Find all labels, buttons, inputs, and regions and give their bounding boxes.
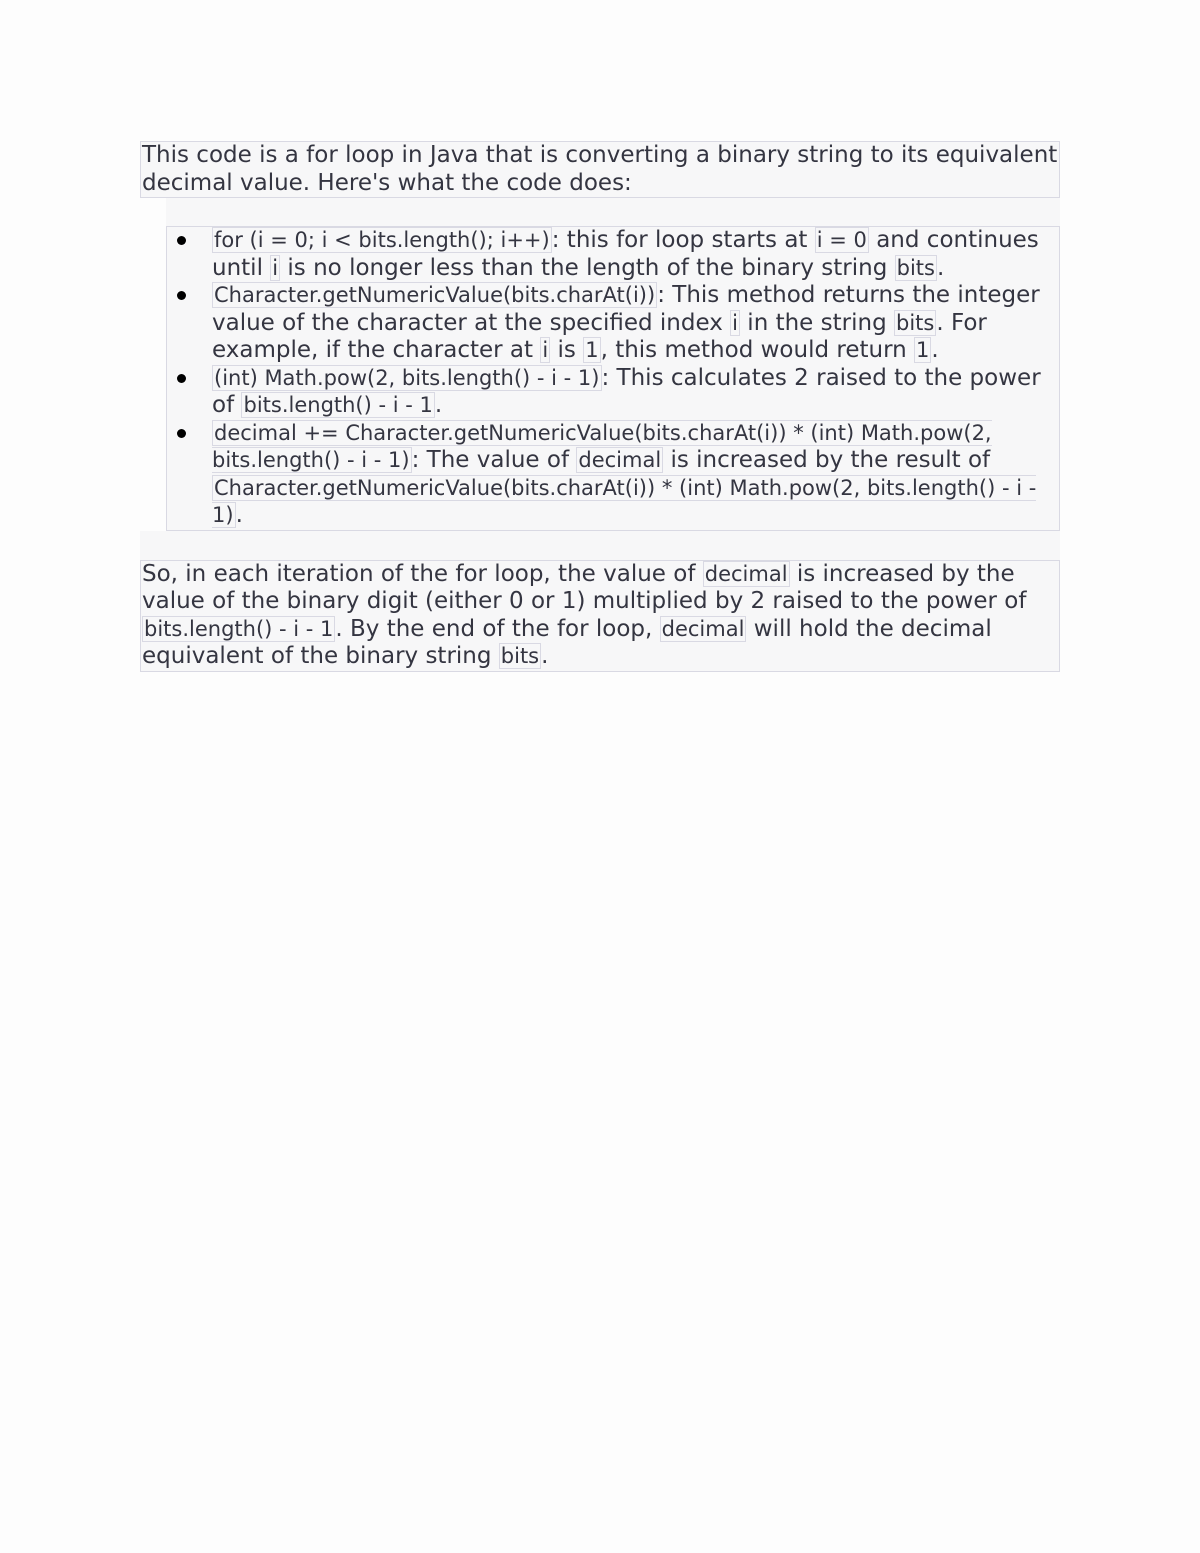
document — [140, 141, 1060, 672]
inline-code: bits — [500, 644, 540, 668]
bullet-list — [166, 226, 1060, 531]
inline-code: Character.getNumericValue(bits.charAt(i)) — [214, 283, 656, 307]
inline-code: 1 — [916, 338, 930, 362]
inline-code: decimal — [578, 448, 662, 472]
inline-code: Character.getNumericValue(bits.charAt(i)) * (int) Math.pow(2, bits.length() - i - 1) — [212, 475, 1037, 527]
list-item — [212, 282, 1059, 365]
list-item — [212, 227, 1059, 282]
text-run: : The value of — [411, 447, 577, 473]
inline-code: i — [272, 255, 279, 280]
inline-code: decimal — [661, 616, 745, 641]
text-run: . — [235, 502, 243, 528]
text-run: in the string — [740, 309, 894, 336]
text-run: , this method would return — [600, 337, 915, 363]
text-run: . — [541, 643, 549, 669]
text-run: . — [434, 392, 443, 418]
text-run: is no longer less than the length of the binary string — [280, 254, 895, 281]
list-item — [212, 365, 1059, 420]
inline-code: bits — [895, 310, 935, 335]
inline-code: for (i = 0; i < bits.length(); i++) — [214, 228, 550, 252]
text-run: will hold the decimal equivalent of the binary string — [142, 615, 992, 669]
spacer — [166, 198, 1060, 226]
inline-code: i = 0 — [816, 228, 867, 252]
inline-code: 1 — [585, 338, 599, 362]
intro-paragraph: This code is a for loop in Java that is converting a binary string to its equivalent decimal value. Here's what the code does: — [140, 141, 1060, 198]
text-run: is — [550, 337, 584, 363]
inline-code: i — [542, 338, 549, 362]
bullet-dot-icon — [177, 374, 186, 383]
inline-code: decimal — [704, 561, 788, 586]
text-run: is increased by the result of — [663, 447, 991, 473]
text-run: : This calculates 2 raised to the power of — [212, 364, 1041, 418]
inline-code: bits — [896, 255, 935, 280]
summary-paragraph — [140, 560, 1060, 672]
text-run: So, in each iteration of the for loop, the value of — [142, 560, 703, 587]
bullet-dot-icon — [177, 429, 186, 438]
inline-code: decimal += Character.getNumericValue(bits.charAt(i)) * (int) Math.pow(2, bits.length() - i - 1) — [212, 420, 992, 472]
text-run: . — [936, 254, 945, 281]
text-run: . By the end of the for loop, — [335, 615, 660, 642]
inline-code: i — [732, 310, 738, 335]
text-run: . — [931, 337, 939, 363]
spacer — [140, 531, 1060, 560]
bullet-dot-icon — [177, 291, 186, 300]
list-item — [212, 420, 1059, 530]
text-run: is increased by the value of the binary digit (either 0 or 1) multiplied by 2 raised to the power of — [142, 560, 1027, 614]
text-run: and continues until — [212, 227, 1039, 281]
text-run: : this for loop starts at — [551, 227, 815, 253]
inline-code: bits.length() - i - 1 — [243, 393, 433, 417]
inline-code: bits.length() - i - 1 — [144, 616, 334, 641]
text-run: . For example, if the character at — [212, 309, 987, 363]
text-run: : This method returns the integer value of the character at the specified index — [212, 282, 1040, 336]
inline-code: (int) Math.pow(2, bits.length() - i - 1) — [214, 365, 600, 390]
bullet-dot-icon — [177, 236, 186, 245]
